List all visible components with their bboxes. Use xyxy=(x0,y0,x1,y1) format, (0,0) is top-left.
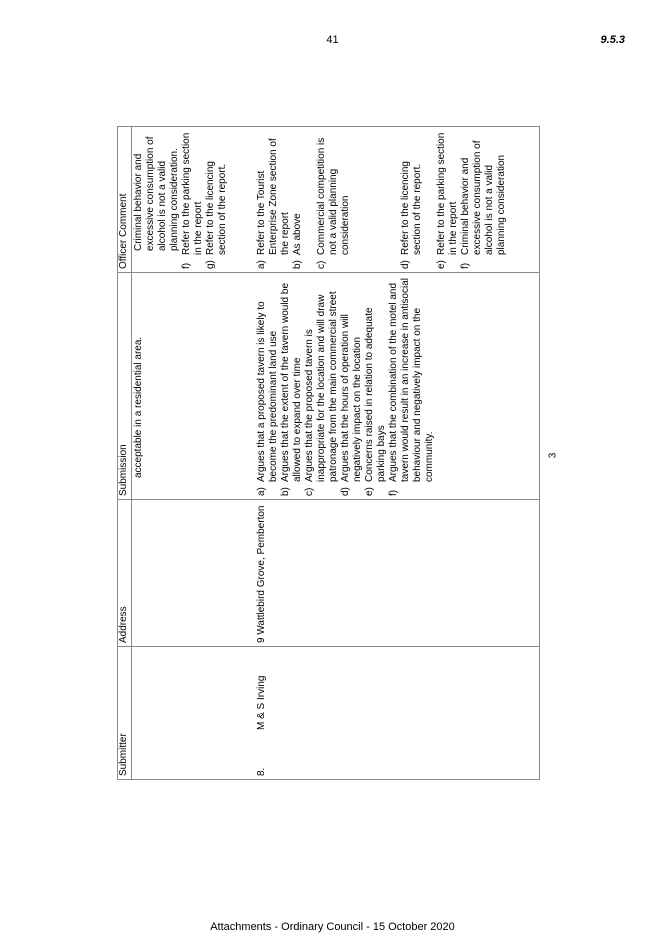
address-text: 9 Wattlebird Grove, Pemberton xyxy=(256,505,267,643)
list-marker: e) xyxy=(436,260,447,269)
header-address: Address xyxy=(118,500,132,647)
row-number: 8. xyxy=(256,767,267,776)
submissions-table xyxy=(117,126,540,780)
cont-officer-cell xyxy=(132,127,256,273)
list-item xyxy=(436,130,460,269)
list-item xyxy=(205,130,229,269)
list-text: Refer to the parking section in the report xyxy=(436,132,459,255)
cont-officer-intro: Criminal behavior and excessive consumption of alcohol is not a valid planning consideration. xyxy=(133,136,180,251)
list-text: Refer to the licencing section of the report. xyxy=(205,161,228,255)
officer-comment-list xyxy=(256,130,508,269)
cont-address-cell xyxy=(132,500,256,647)
list-item xyxy=(364,276,388,496)
list-marker: f) xyxy=(460,262,471,269)
cont-submission-cell xyxy=(132,273,256,500)
list-marker: f) xyxy=(388,489,399,496)
submitter-cell xyxy=(255,647,540,780)
agenda-item-reference: 9.5.3 xyxy=(600,34,625,46)
list-item xyxy=(256,130,292,269)
list-text: Argues that the hours of operation will negatively impact on the location xyxy=(340,314,363,482)
table-row xyxy=(255,127,540,780)
submissions-table-rotated xyxy=(117,127,533,780)
submission-list xyxy=(256,276,436,496)
list-text: Argues that the combination of the motel and tavern would result in an increase in antisocial behaviour and negatively impact on the community. xyxy=(388,278,435,482)
submitter-name: M & S Irving xyxy=(256,675,267,730)
list-marker: a) xyxy=(256,260,267,269)
address-cell xyxy=(255,500,540,647)
list-item xyxy=(304,276,340,496)
attachment-page-number: 3 xyxy=(547,452,559,459)
list-marker: c) xyxy=(316,260,327,269)
list-item xyxy=(316,130,352,269)
header-submission: Submission xyxy=(118,273,132,500)
list-text: Argues that the proposed tavern is inappropriate for the location and will draw patronage from the main commercial street xyxy=(304,291,339,482)
list-text: Argues that a proposed tavern is likely to become the predominant land use xyxy=(256,301,279,482)
list-text: Refer to the parking section in the report xyxy=(181,132,204,255)
list-text: As above xyxy=(292,213,303,255)
table-row-continuation xyxy=(132,127,256,780)
list-marker: e) xyxy=(364,487,375,496)
cont-submitter-cell xyxy=(132,647,256,780)
list-marker: b) xyxy=(280,487,291,496)
list-marker: b) xyxy=(292,260,303,269)
list-item xyxy=(256,276,280,496)
list-item xyxy=(292,130,304,269)
page-footer: Attachments - Ordinary Council - 15 October 2020 xyxy=(210,921,455,933)
list-marker: d) xyxy=(400,260,411,269)
table-header-row xyxy=(118,127,132,780)
submission-cell xyxy=(255,273,540,500)
list-marker: c) xyxy=(304,487,315,496)
list-text: Refer to the licencing section of the report. xyxy=(400,161,423,255)
list-marker: f) xyxy=(181,262,192,269)
list-text: Refer to the Tourist Enterprise Zone section of the report xyxy=(256,138,291,255)
list-marker: g) xyxy=(205,260,216,269)
list-text: Concerns raised in relation to adequate parking bays xyxy=(364,307,387,482)
cont-submission-text: acceptable in a residential area. xyxy=(133,336,144,478)
list-item xyxy=(388,276,436,496)
header-submitter: Submitter xyxy=(118,647,132,780)
list-text: Criminal behavior and excessive consumption of alcohol is not a valid planning consideration xyxy=(460,140,507,255)
list-marker: d) xyxy=(340,487,351,496)
list-text: Argues that the extent of the tavern would be allowed to expand over time xyxy=(280,282,303,482)
officer-comment-cell xyxy=(255,127,540,273)
list-item xyxy=(460,130,508,269)
cont-officer-list xyxy=(181,130,229,269)
list-item xyxy=(280,276,304,496)
list-text: Commercial competition is not a valid planning consideration xyxy=(316,137,351,255)
list-marker: a) xyxy=(256,487,267,496)
list-item xyxy=(340,276,364,496)
page-number: 41 xyxy=(326,34,339,46)
list-item xyxy=(400,130,424,269)
list-item xyxy=(181,130,205,269)
header-officer-comment: Officer Comment xyxy=(118,127,132,273)
